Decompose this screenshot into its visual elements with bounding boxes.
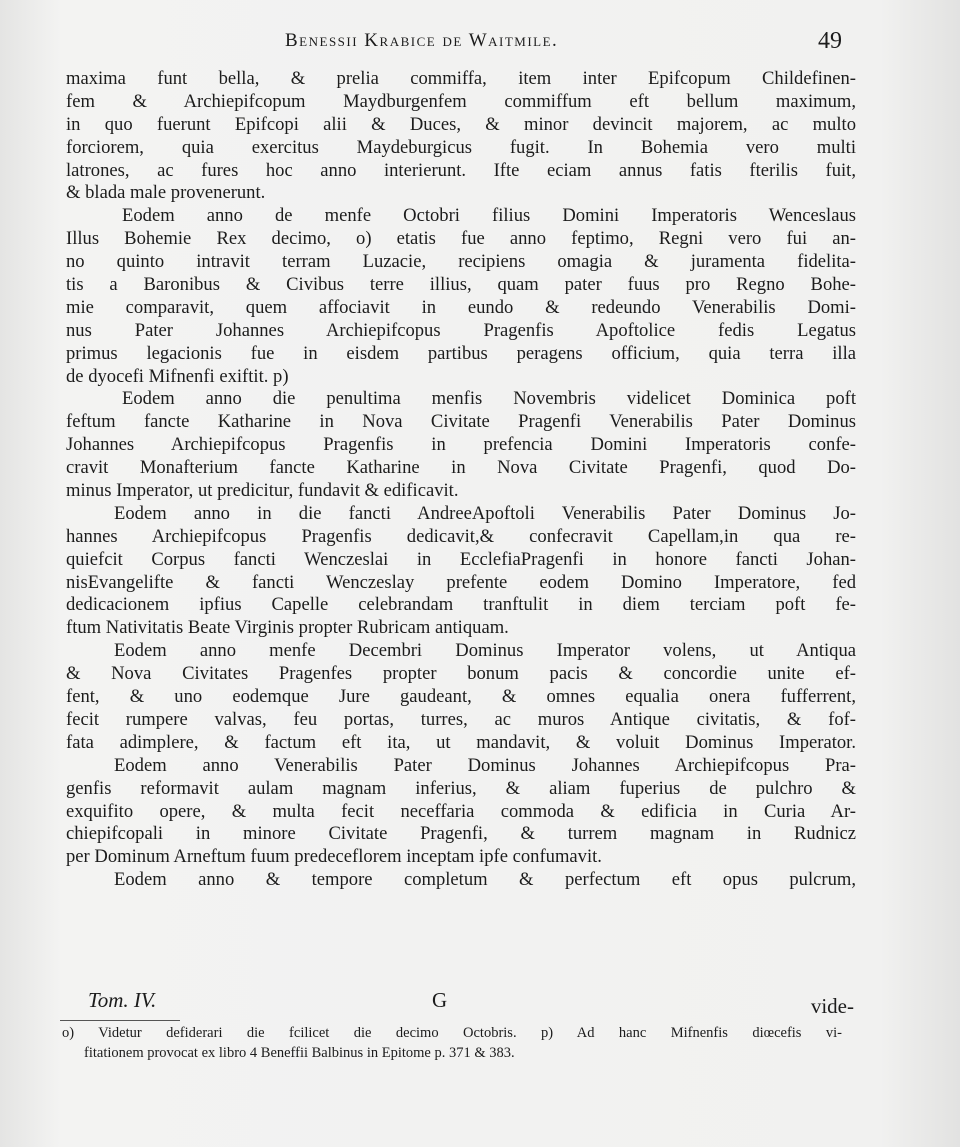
text-line: chiepifcopali in minore Civitate Pragenfi, & turrem magnam in Rudnicz — [66, 823, 856, 845]
page-footer — [88, 988, 854, 1018]
footnote-line: fitationem provocat ex libro 4 Beneffii Balbinus in Epitome p. 371 & 383. — [84, 1045, 515, 1061]
catchword: vide- — [810, 994, 854, 1018]
text-line: fecit rumpere valvas, feu portas, turres, ac muros Antique civitatis, & fof- — [66, 708, 856, 730]
text-line: per Dominum Arneftum fuum predeceflorem inceptam ipfe confumavit. — [66, 846, 602, 868]
text-line: Eodem anno in die fancti AndreeApoftoli Venerabilis Pater Dominus Jo- — [114, 502, 856, 524]
text-line: primus legacionis fue in eisdem partibus peragens officium, quia terra illa — [66, 342, 856, 364]
text-line: feftum fancte Katharine in Nova Civitate Pragenfi Venerabilis Pater Dominus — [66, 411, 856, 433]
text-line: exquifito opere, & multa fecit neceffaria commoda & edificia in Curia Ar- — [66, 800, 856, 822]
text-line: forciorem, quia exercitus Maydeburgicus fugit. In Bohemia vero multi — [66, 136, 856, 158]
text-line: no quinto intravit terram Luzacie, recipiens omagia & juramenta fidelita- — [66, 251, 856, 273]
text-line: Eodem anno Venerabilis Pater Dominus Johannes Archiepifcopus Pra- — [114, 754, 856, 776]
text-line: Eodem anno & tempore completum & perfectum eft opus pulcrum, — [114, 869, 856, 891]
volume-mark: Tom. IV. — [88, 988, 157, 1012]
text-line: & Nova Civitates Pragenfes propter bonum pacis & concordie unite ef- — [66, 663, 856, 685]
text-line: mie comparavit, quem affociavit in eundo & redeundo Venerabilis Domi- — [66, 296, 856, 318]
footnote-rule — [60, 1020, 180, 1021]
text-line: nus Pater Johannes Archiepifcopus Pragenfis Apoftolice fedis Legatus — [66, 319, 856, 341]
body-text — [66, 68, 856, 892]
page-number: 49 — [818, 28, 842, 54]
text-line: de dyocefi Mifnenfi exiftit. p) — [66, 365, 289, 387]
text-line: minus Imperator, ut predicitur, fundavit & edificavit. — [66, 480, 459, 502]
text-line: & blada male provenerunt. — [66, 182, 266, 204]
signature-mark: G — [432, 988, 448, 1012]
text-line: fem & Archiepifcopum Maydburgenfem commiffum eft bellum maximum, — [66, 90, 856, 112]
text-line: genfis reformavit aulam magnam inferius, & aliam fuperius de pulchro & — [66, 777, 856, 799]
footnotes — [62, 1023, 842, 1063]
text-line: Johannes Archiepifcopus Pragenfis in prefencia Domini Imperatoris confe- — [66, 434, 856, 456]
text-line: latrones, ac fures hoc anno interierunt. Ifte eciam annus fatis fterilis fuit, — [66, 159, 856, 181]
text-line: Eodem anno de menfe Octobri filius Domini Imperatoris Wenceslaus — [122, 205, 856, 227]
text-line: cravit Monafterium fancte Katharine in Nova Civitate Pragenfi, quod Do- — [66, 457, 856, 479]
text-line: dedicacionem ipfius Capelle celebrandam tranftulit in diem terciam poft fe- — [66, 594, 856, 616]
text-line: maxima funt bella, & prelia commiffa, item inter Epifcopum Childefinen- — [66, 68, 856, 89]
text-line: quiefcit Corpus fancti Wenczeslai in EcclefiaPragenfi in honore fancti Johan- — [66, 548, 856, 570]
text-line: ftum Nativitatis Beate Virginis propter Rubricam antiquam. — [66, 617, 509, 639]
text-line: in quo fuerunt Epifcopi alii & Duces, & minor devincit majorem, ac multo — [66, 113, 856, 135]
text-line: Illus Bohemie Rex decimo, o) etatis fue anno feptimo, Regni vero fui an- — [66, 228, 856, 250]
text-line: nisEvangelifte & fancti Wenczeslay prefente eodem Domino Imperatore, fed — [66, 571, 856, 593]
text-line: hannes Archiepifcopus Pragenfis dedicavit,& confecravit Capellam,in qua re- — [66, 525, 856, 547]
text-line: fent, & uno eodemque Jure gaudeant, & omnes equalia onera fufferrent, — [66, 686, 856, 708]
page-header — [0, 26, 960, 60]
footnote-line: o) Videtur defiderari die fcilicet die decimo Octobris. p) Ad hanc Mifnenfis diœcefis vi- — [62, 1025, 842, 1041]
text-line: Eodem anno die penultima menfis Novembris videlicet Dominica poft — [122, 388, 856, 410]
text-line: tis a Baronibus & Civibus terre illius, quam pater fuus pro Regno Bohe- — [66, 274, 856, 296]
running-title: Benessii Krabice de Waitmile. — [285, 30, 559, 51]
text-line: fata adimplere, & factum eft ita, ut mandavit, & voluit Dominus Imperator. — [66, 731, 856, 753]
text-line: Eodem anno menfe Decembri Dominus Imperator volens, ut Antiqua — [114, 640, 856, 662]
